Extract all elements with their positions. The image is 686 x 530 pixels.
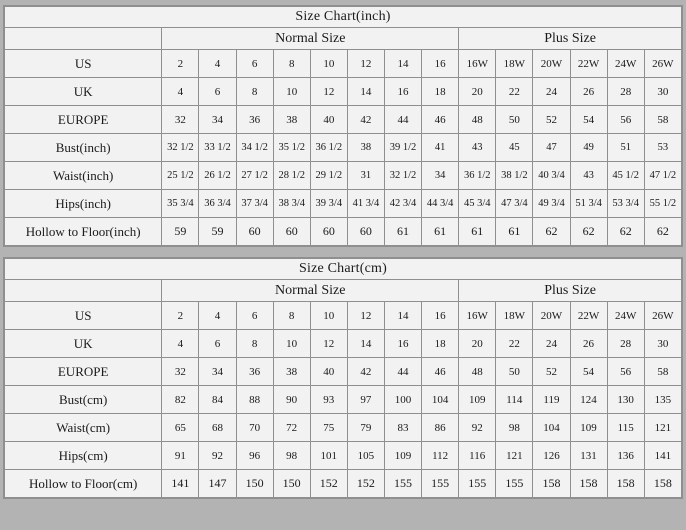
table-row [5,162,682,190]
cell: 55 1/2 [644,190,681,218]
cell: 96 [236,442,273,470]
cell: 46 [422,358,459,386]
cell: 158 [644,470,681,498]
cell: 114 [496,386,533,414]
cell: 32 1/2 [162,134,199,162]
cell: 47 [533,134,570,162]
cell: 126 [533,442,570,470]
cell: 10 [273,330,310,358]
row-label-us: US [5,302,162,330]
cell: 98 [496,414,533,442]
size-table-cm [4,258,682,498]
cell: 40 3/4 [533,162,570,190]
cell: 26 1/2 [199,162,236,190]
cell: 97 [347,386,384,414]
cell: 20 [459,330,496,358]
cell: 22 [496,330,533,358]
cell: 58 [644,358,681,386]
cell: 92 [459,414,496,442]
cell: 4 [199,302,236,330]
cell: 14 [384,50,421,78]
cell: 62 [533,218,570,246]
row-label-bust: Bust(cm) [5,386,162,414]
cell: 28 [607,78,644,106]
cell: 141 [162,470,199,498]
cell: 48 [459,106,496,134]
cell: 6 [236,50,273,78]
cell: 10 [310,302,347,330]
cell: 14 [384,302,421,330]
cell: 8 [273,50,310,78]
cell: 36 1/2 [310,134,347,162]
cell: 158 [607,470,644,498]
cell: 38 1/2 [496,162,533,190]
cell: 36 1/2 [459,162,496,190]
cell: 115 [607,414,644,442]
table-group-row [5,280,682,302]
cell: 41 [422,134,459,162]
cell: 60 [236,218,273,246]
chart-title: Size Chart(cm) [5,259,682,280]
cell: 82 [162,386,199,414]
cell: 20W [533,302,570,330]
cell: 39 3/4 [310,190,347,218]
cell: 61 [422,218,459,246]
cell: 10 [273,78,310,106]
cell: 41 3/4 [347,190,384,218]
cell: 121 [496,442,533,470]
cell: 46 [422,106,459,134]
cell: 20W [533,50,570,78]
cell: 42 [347,358,384,386]
cell: 62 [607,218,644,246]
cell: 16 [422,302,459,330]
cell: 44 [384,358,421,386]
cell: 121 [644,414,681,442]
cell: 22W [570,302,607,330]
cell: 26W [644,302,681,330]
cell: 84 [199,386,236,414]
table-title-row [5,7,682,28]
cell: 16 [384,330,421,358]
cell: 42 3/4 [384,190,421,218]
cell: 91 [162,442,199,470]
cell: 10 [310,50,347,78]
cell: 61 [496,218,533,246]
cell: 20 [459,78,496,106]
table-row [5,78,682,106]
cell: 43 [570,162,607,190]
cell: 2 [162,302,199,330]
row-label-waist: Waist(inch) [5,162,162,190]
cell: 53 [644,134,681,162]
cell: 43 [459,134,496,162]
cell: 31 [347,162,384,190]
cell: 18 [422,78,459,106]
cell: 53 3/4 [607,190,644,218]
cell: 61 [459,218,496,246]
cell: 22W [570,50,607,78]
cell: 100 [384,386,421,414]
cell: 16 [422,50,459,78]
cell: 8 [236,330,273,358]
cell: 29 1/2 [310,162,347,190]
table-row [5,386,682,414]
cell: 32 [162,358,199,386]
table-row [5,302,682,330]
cell: 48 [459,358,496,386]
table-title-row [5,259,682,280]
cell: 24 [533,330,570,358]
cell: 158 [533,470,570,498]
cell: 32 1/2 [384,162,421,190]
cell: 12 [310,78,347,106]
cell: 152 [310,470,347,498]
cell: 109 [459,386,496,414]
cell: 90 [273,386,310,414]
cell: 86 [422,414,459,442]
table-row [5,218,682,246]
chart-title: Size Chart(inch) [5,7,682,28]
cell: 51 3/4 [570,190,607,218]
cell: 45 1/2 [607,162,644,190]
cell: 30 [644,78,681,106]
cell: 104 [422,386,459,414]
cell: 150 [273,470,310,498]
cell: 37 3/4 [236,190,273,218]
cell: 27 1/2 [236,162,273,190]
cell: 26 [570,330,607,358]
cell: 22 [496,78,533,106]
cell: 147 [199,470,236,498]
cell: 52 [533,106,570,134]
cell: 35 1/2 [273,134,310,162]
table-row [5,470,682,498]
row-label-hollow-to-floor: Hollow to Floor(cm) [5,470,162,498]
cell: 38 [347,134,384,162]
cell: 158 [570,470,607,498]
cell: 49 [570,134,607,162]
cell: 135 [644,386,681,414]
row-label-uk: UK [5,78,162,106]
row-label-hips: Hips(inch) [5,190,162,218]
cell: 62 [570,218,607,246]
cell: 109 [384,442,421,470]
cell: 56 [607,106,644,134]
cell: 8 [236,78,273,106]
size-chart-cm [3,257,683,499]
row-label-hips: Hips(cm) [5,442,162,470]
row-label-europe: EUROPE [5,358,162,386]
cell: 44 [384,106,421,134]
cell: 38 [273,106,310,134]
cell: 45 3/4 [459,190,496,218]
cell: 68 [199,414,236,442]
cell: 18 [422,330,459,358]
cell: 16W [459,50,496,78]
cell: 42 [347,106,384,134]
cell: 155 [459,470,496,498]
cell: 152 [347,470,384,498]
cell: 119 [533,386,570,414]
cell: 62 [644,218,681,246]
group-header-normal: Normal Size [162,280,459,302]
cell: 28 1/2 [273,162,310,190]
cell: 18W [496,302,533,330]
row-label-hollow-to-floor: Hollow to Floor(inch) [5,218,162,246]
table-row [5,50,682,78]
table-row [5,106,682,134]
cell: 4 [199,50,236,78]
cell: 93 [310,386,347,414]
cell: 34 [199,106,236,134]
cell: 109 [570,414,607,442]
table-row [5,330,682,358]
cell: 150 [236,470,273,498]
table-row [5,442,682,470]
group-header-normal: Normal Size [162,28,459,50]
cell: 155 [422,470,459,498]
cell: 28 [607,330,644,358]
cell: 16 [384,78,421,106]
cell: 88 [236,386,273,414]
cell: 12 [310,330,347,358]
corner-cell [5,28,162,50]
table-group-row [5,28,682,50]
cell: 72 [273,414,310,442]
cell: 32 [162,106,199,134]
group-header-plus: Plus Size [459,280,682,302]
cell: 59 [162,218,199,246]
cell: 70 [236,414,273,442]
cell: 34 [199,358,236,386]
row-label-uk: UK [5,330,162,358]
cell: 105 [347,442,384,470]
cell: 12 [347,302,384,330]
cell: 6 [199,78,236,106]
cell: 18W [496,50,533,78]
cell: 131 [570,442,607,470]
cell: 39 1/2 [384,134,421,162]
row-label-us: US [5,50,162,78]
cell: 155 [496,470,533,498]
cell: 104 [533,414,570,442]
cell: 33 1/2 [199,134,236,162]
cell: 141 [644,442,681,470]
cell: 79 [347,414,384,442]
size-chart-inch [3,5,683,247]
cell: 36 [236,106,273,134]
cell: 58 [644,106,681,134]
cell: 35 3/4 [162,190,199,218]
table-row [5,134,682,162]
cell: 24 [533,78,570,106]
cell: 38 [273,358,310,386]
row-label-europe: EUROPE [5,106,162,134]
cell: 101 [310,442,347,470]
cell: 50 [496,106,533,134]
cell: 4 [162,78,199,106]
cell: 38 3/4 [273,190,310,218]
cell: 26W [644,50,681,78]
corner-cell [5,280,162,302]
cell: 8 [273,302,310,330]
size-table-inch [4,6,682,246]
cell: 49 3/4 [533,190,570,218]
cell: 60 [347,218,384,246]
table-row [5,190,682,218]
row-label-bust: Bust(inch) [5,134,162,162]
table-row [5,358,682,386]
cell: 47 1/2 [644,162,681,190]
cell: 92 [199,442,236,470]
group-header-plus: Plus Size [459,28,682,50]
cell: 61 [384,218,421,246]
cell: 52 [533,358,570,386]
cell: 2 [162,50,199,78]
cell: 14 [347,330,384,358]
cell: 47 3/4 [496,190,533,218]
cell: 54 [570,358,607,386]
cell: 54 [570,106,607,134]
cell: 56 [607,358,644,386]
cell: 65 [162,414,199,442]
cell: 6 [199,330,236,358]
cell: 36 [236,358,273,386]
cell: 83 [384,414,421,442]
table-row [5,414,682,442]
cell: 45 [496,134,533,162]
cell: 136 [607,442,644,470]
cell: 51 [607,134,644,162]
cell: 124 [570,386,607,414]
cell: 30 [644,330,681,358]
cell: 14 [347,78,384,106]
cell: 34 [422,162,459,190]
cell: 24W [607,50,644,78]
cell: 26 [570,78,607,106]
cell: 50 [496,358,533,386]
cell: 16W [459,302,496,330]
cell: 44 3/4 [422,190,459,218]
cell: 112 [422,442,459,470]
cell: 34 1/2 [236,134,273,162]
cell: 40 [310,106,347,134]
cell: 12 [347,50,384,78]
cell: 155 [384,470,421,498]
cell: 98 [273,442,310,470]
cell: 116 [459,442,496,470]
cell: 60 [273,218,310,246]
cell: 36 3/4 [199,190,236,218]
cell: 130 [607,386,644,414]
cell: 60 [310,218,347,246]
cell: 6 [236,302,273,330]
cell: 4 [162,330,199,358]
cell: 75 [310,414,347,442]
cell: 40 [310,358,347,386]
cell: 24W [607,302,644,330]
cell: 25 1/2 [162,162,199,190]
row-label-waist: Waist(cm) [5,414,162,442]
cell: 59 [199,218,236,246]
